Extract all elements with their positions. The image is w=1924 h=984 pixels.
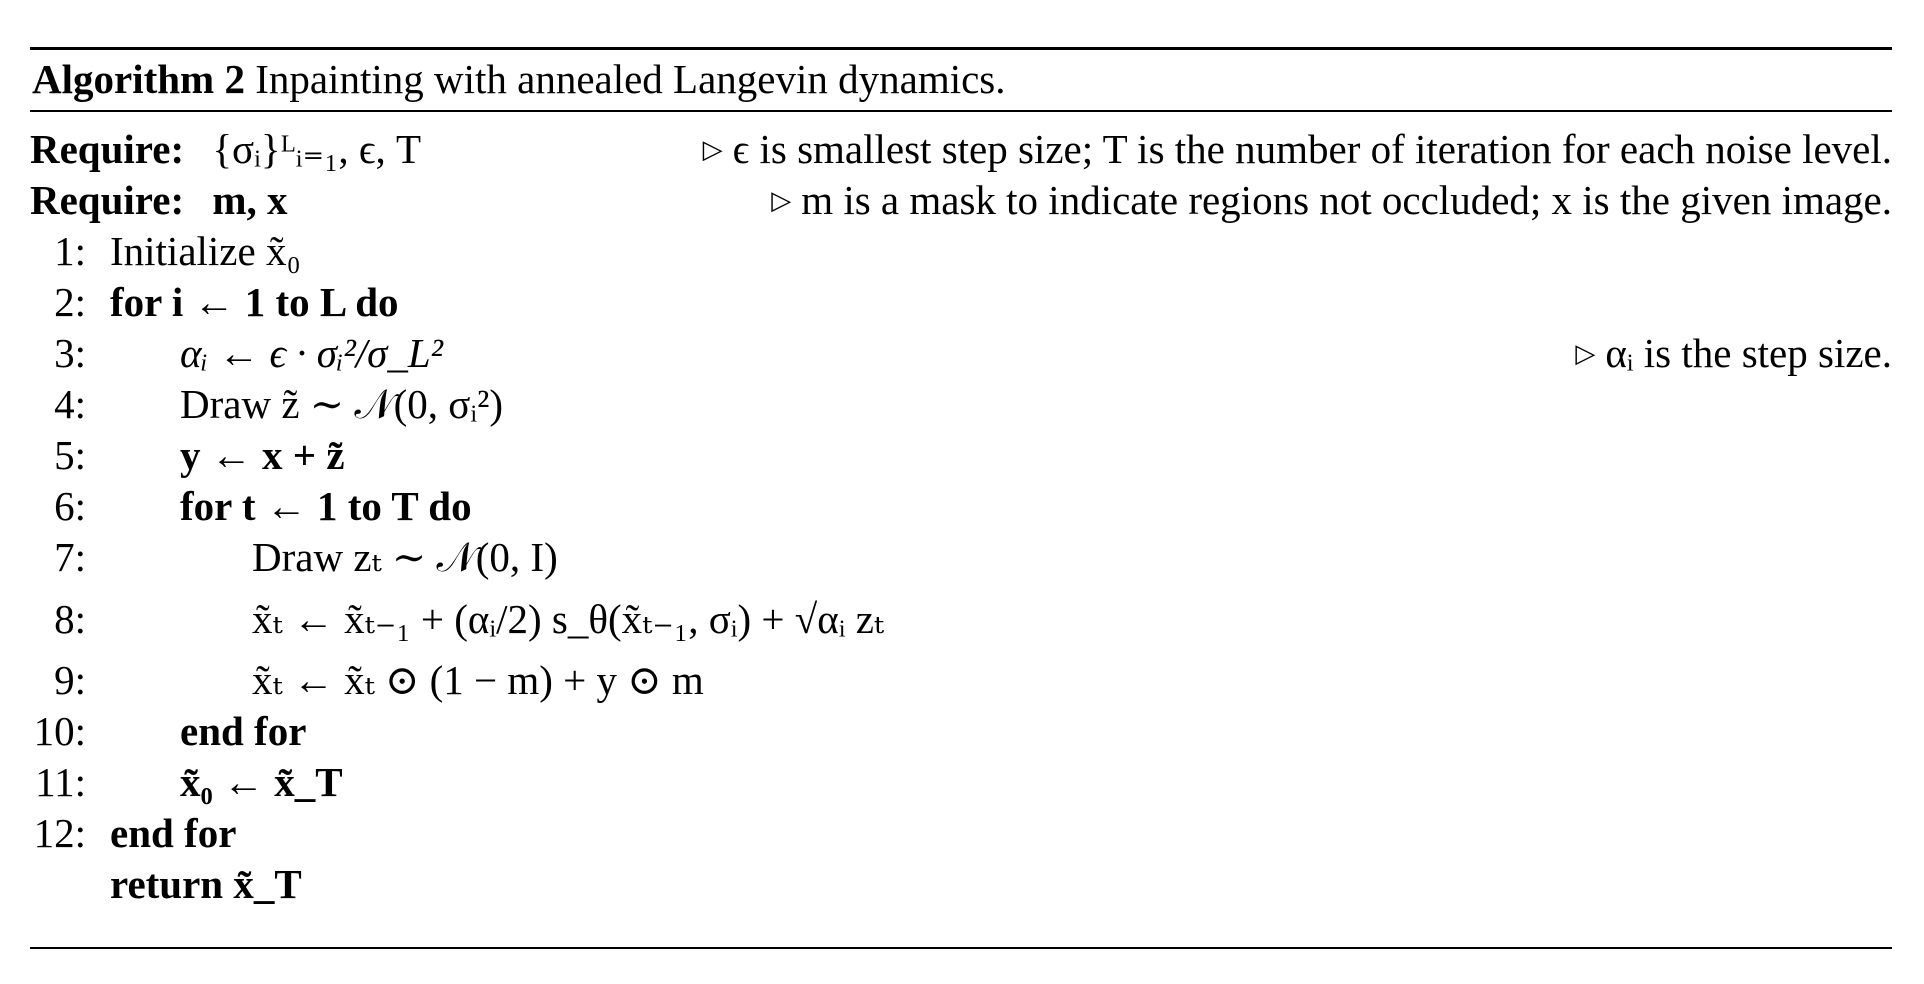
line-statement: return x̃_T [110,861,302,907]
require-expr: {σᵢ}ᴸᵢ₌₁, ϵ, T [212,126,422,172]
algorithm-line [30,706,1892,757]
algorithm-body [30,112,1892,910]
algorithm-line [30,655,1892,706]
line-number: 7: [54,534,86,580]
require-keyword: Require: [30,177,185,223]
line-number: 12: [33,810,86,856]
require-line-1 [30,124,1892,175]
line-statement: for i ← 1 to L do [110,279,399,325]
algorithm-label: Algorithm 2 [32,56,245,102]
require-comment: ▷ m is a mask to indicate regions not occluded; x is the given image. [771,177,1892,223]
algorithm-line [30,379,1892,430]
algorithm-line [30,532,1892,583]
line-number: 3: [54,330,86,376]
line-number: 5: [54,432,86,478]
line-number: 11: [35,759,86,805]
algorithm-line [30,328,1892,379]
algorithm-box [30,47,1892,910]
algorithm-line [30,226,1892,277]
bottom-rule [30,947,1892,949]
algorithm-caption [30,50,1892,112]
line-statement: for t ← 1 to T do [180,483,472,529]
comment-triangle-icon: ▷ [702,135,723,164]
line-number: 8: [54,596,86,642]
line-statement: x̃ₜ ← x̃ₜ₋₁ + (αᵢ/2) s_θ(x̃ₜ₋₁, σᵢ) + √αᵢ zₜ [252,596,885,642]
algorithm-line [30,430,1892,481]
require-keyword: Require: [30,126,185,172]
line-statement: Initialize x̃₀ [110,228,301,274]
algorithm-title: Inpainting with annealed Langevin dynamics. [255,56,1006,102]
line-number: 1: [54,228,86,274]
line-statement: Draw z̃ ∼ 𝒩(0, σᵢ²) [180,381,504,427]
comment-triangle-icon: ▷ [771,186,792,215]
line-number: 10: [33,708,86,754]
line-number: 2: [54,279,86,325]
line-statement: end for [180,708,307,754]
algorithm-line [30,757,1892,808]
algorithm-line [30,808,1892,859]
require-expr: m, x [212,177,288,223]
line-statement: Draw zₜ ∼ 𝒩(0, I) [252,534,558,580]
line-statement: x̃₀ ← x̃_T [180,759,343,805]
require-line-2 [30,175,1892,226]
line-statement: αᵢ ← ϵ · σᵢ²/σ_L² [180,330,443,376]
line-statement: x̃ₜ ← x̃ₜ ⊙ (1 − m) + y ⊙ m [252,657,704,703]
algorithm-line [30,481,1892,532]
algorithm-line [30,277,1892,328]
comment-triangle-icon: ▷ [1575,339,1596,368]
line-statement: end for [110,810,237,856]
line-number: 6: [54,483,86,529]
algorithm-line [30,859,1892,910]
line-comment: ▷ αᵢ is the step size. [1575,330,1892,376]
line-number: 4: [54,381,86,427]
algorithm-line [30,583,1892,655]
line-statement: y ← x + z̃ [180,432,345,478]
require-comment: ▷ ϵ is smallest step size; T is the number of iteration for each noise level. [702,126,1892,172]
line-number: 9: [54,657,86,703]
